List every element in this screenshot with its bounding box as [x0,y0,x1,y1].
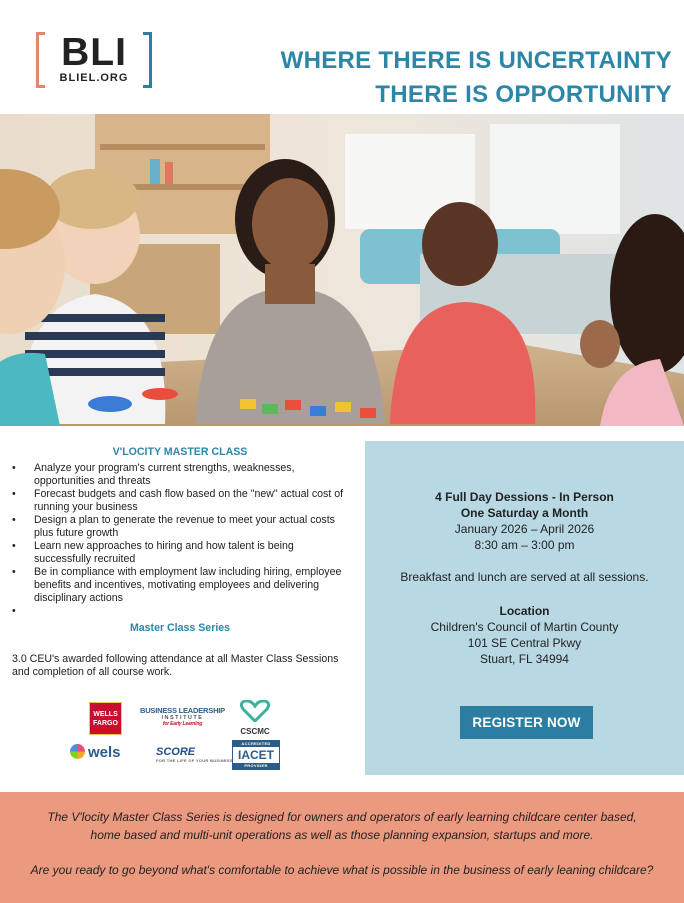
hands-heart-icon [240,700,270,722]
program-title: V'LOCITY MASTER CLASS [112,446,248,458]
hero-photo [0,114,684,426]
program-bullet-list [12,462,348,618]
list-item: • Analyze your program's current strengths, weaknesses, opportunities and threats [12,462,348,488]
headline [281,44,672,112]
business-leadership-institute-logo [140,706,225,727]
schedule-panel [365,441,684,775]
wels-logo-text: wels [88,744,121,761]
score-logo-text: SCORE [156,746,196,758]
list-item: • Learn new approaches to hiring and how talent is being successfully recruited [12,540,348,566]
venue-street: 101 SE Central Pkwy [467,636,582,650]
headline-line-1: WHERE THERE IS UNCERTAINTY [280,47,672,74]
iacet-logo [232,740,280,770]
score-logo [156,746,233,763]
cscmc-label: CSCMC [240,727,270,736]
date-range: January 2026 – April 2026 [454,522,595,536]
session-time: 8:30 am – 3:00 pm [474,538,575,552]
bli-logo [36,32,152,88]
list-item: • Design a plan to generate the revenue to meet your actual costs plus future growth [12,514,348,540]
footer-description-line-2: home based and multi-unit operations as well as those planning expansion, startups and more. [90,828,594,842]
venue-city: Stuart, FL 34994 [480,652,569,666]
iacet-bottom: PROVIDER [233,763,279,769]
wels-logo [70,744,121,761]
schedule-details [365,489,684,667]
footer-question: Are you ready to go beyond what's comfortable to achieve what is possible in the business of early leaning childcare? [30,863,654,877]
iacet-text: IACET [238,748,274,762]
cscmc-logo [230,700,280,736]
score-logo-sub: FOR THE LIFE OF YOUR BUSINESS [156,758,233,763]
sponsor-logos [80,700,290,774]
series-title: Master Class Series [129,622,231,634]
bli-logo-name: BUSINESS LEADERSHIP [140,706,225,715]
footer-description-line-1: The V'locity Master Class Series is designed for owners and operators of early learning childcare center based, [47,810,637,824]
meals-note: Breakfast and lunch are served at all sessions. [400,570,649,584]
register-now-button[interactable]: REGISTER NOW [460,706,593,739]
logo-url: BLIEL.ORG [59,72,129,84]
list-item: • Forecast budgets and cash flow based on the "new" actual cost of running your business [12,488,348,514]
headline-line-2: THERE IS OPPORTUNITY [375,81,672,108]
wels-logo-icon [70,744,85,759]
list-item: • Be in compliance with employment law including hiring, employee benefits and incentives, motivating employees and delivering disciplinary actions [12,566,348,605]
logo-mark: BLI [61,31,127,74]
sessions-line: 4 Full Day Dessions - In Person [435,490,614,504]
location-label: Location [499,604,550,618]
bli-logo-sub: INSTITUTE [161,715,204,721]
logo-bracket-left [36,32,45,88]
ceu-note: 3.0 CEU's awarded following attendance at all Master Class Sessions and completion of all course work. [12,653,339,678]
list-item [12,605,348,618]
wells-fargo-logo: WELLS FARGO [89,702,122,735]
bli-logo-tag: for Early Learning [162,721,203,727]
classroom-photo-illustration [0,114,684,426]
venue-name: Children's Council of Martin County [430,620,619,634]
footer-banner [0,792,684,903]
frequency-line: One Saturday a Month [460,506,589,520]
program-details [12,446,348,679]
iacet-top: ACCREDITED [233,741,279,747]
logo-bracket-right [143,32,152,88]
